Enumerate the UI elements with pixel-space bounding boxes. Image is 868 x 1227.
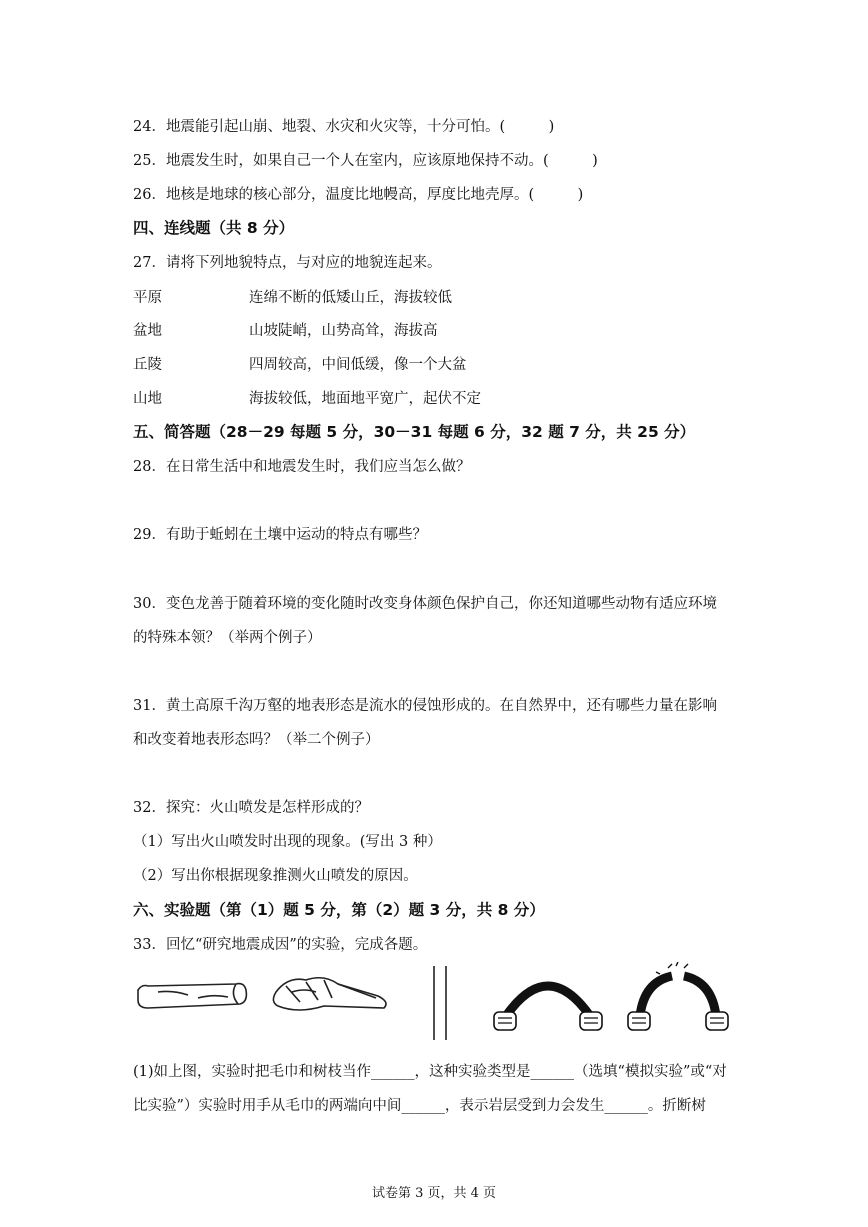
bent-towel-icon [494,986,602,1030]
matching-row [0,353,868,373]
question-26: 26．地核是地球的核心部分，温度比地幔高，厚度比地壳厚。( ) [133,187,584,203]
landform-feature: 四周较高，中间低缓，像一个大盆 [249,357,467,373]
question-32-part-2: （2）写出你根据现象推测火山喷发的原因。 [133,868,418,884]
experiment-illustration [128,962,738,1042]
towel-hand-icon [273,978,386,1010]
section-5-title: 五、简答题（28－29 每题 5 分，30－31 每题 6 分，32 题 7 分，共 25 分） [133,423,696,441]
question-29: 29．有助于蚯蚓在土壤中运动的特点有哪些？ [133,527,427,543]
question-32-part-1: （1）写出火山喷发时出现的现象。(写出 3 种） [133,834,442,850]
landform-name: 丘陵 [133,357,162,373]
divider-lines [434,966,446,1040]
broken-towel-icon [628,962,728,1030]
landform-name: 盆地 [133,323,162,339]
question-32: 32．探究：火山喷发是怎样形成的？ [133,800,369,816]
landform-name: 平原 [133,290,162,306]
matching-row [0,286,868,306]
question-30-line-2: 的特殊本领？（举两个例子） [133,630,322,646]
question-30-line-1: 30．变色龙善于随着环境的变化随时改变身体颜色保护自己，你还知道哪些动物有适应环境 [133,596,717,612]
matching-row [0,319,868,339]
question-25: 25．地震发生时，如果自己一个人在室内，应该原地保持不动。( ) [133,153,598,169]
question-24: 24．地震能引起山崩、地裂、水灾和火灾等，十分可怕。( ) [133,119,555,135]
page-footer: 试卷第 3 页，共 4 页 [371,1186,497,1201]
question-31-line-2: 和改变着地表形态吗？（举二个例子） [133,732,380,748]
question-27: 27．请将下列地貌特点，与对应的地貌连起来。 [133,255,442,271]
branch-icon [138,984,246,1008]
section-6-title: 六、实验题（第（1）题 5 分，第（2）题 3 分，共 8 分） [133,901,545,919]
question-33: 33．回忆“研究地震成因”的实验，完成各题。 [133,937,428,953]
question-33-part-1-line-1: (1)如上图，实验时把毛巾和树枝当作______，这种实验类型是______（选填“模拟实验”或“对 [133,1064,727,1080]
question-33-part-1-line-2: 比实验”）实验时用手从毛巾的两端向中间______，表示岩层受到力会发生______。折断树 [133,1098,706,1114]
section-4-title: 四、连线题（共 8 分） [133,219,295,237]
matching-row [0,387,868,407]
landform-name: 山地 [133,391,162,407]
experiment-figure-svg [128,962,738,1042]
landform-feature: 山坡陡峭，山势高耸，海拔高 [249,323,438,339]
question-31-line-1: 31．黄土高原千沟万壑的地表形态是流水的侵蚀形成的。在自然界中，还有哪些力量在影响 [133,698,717,714]
question-28: 28．在日常生活中和地震发生时，我们应当怎么做？ [133,459,471,475]
landform-feature: 海拔较低，地面地平宽广，起伏不定 [249,391,481,407]
landform-feature: 连绵不断的低矮山丘，海拔较低 [249,290,452,306]
